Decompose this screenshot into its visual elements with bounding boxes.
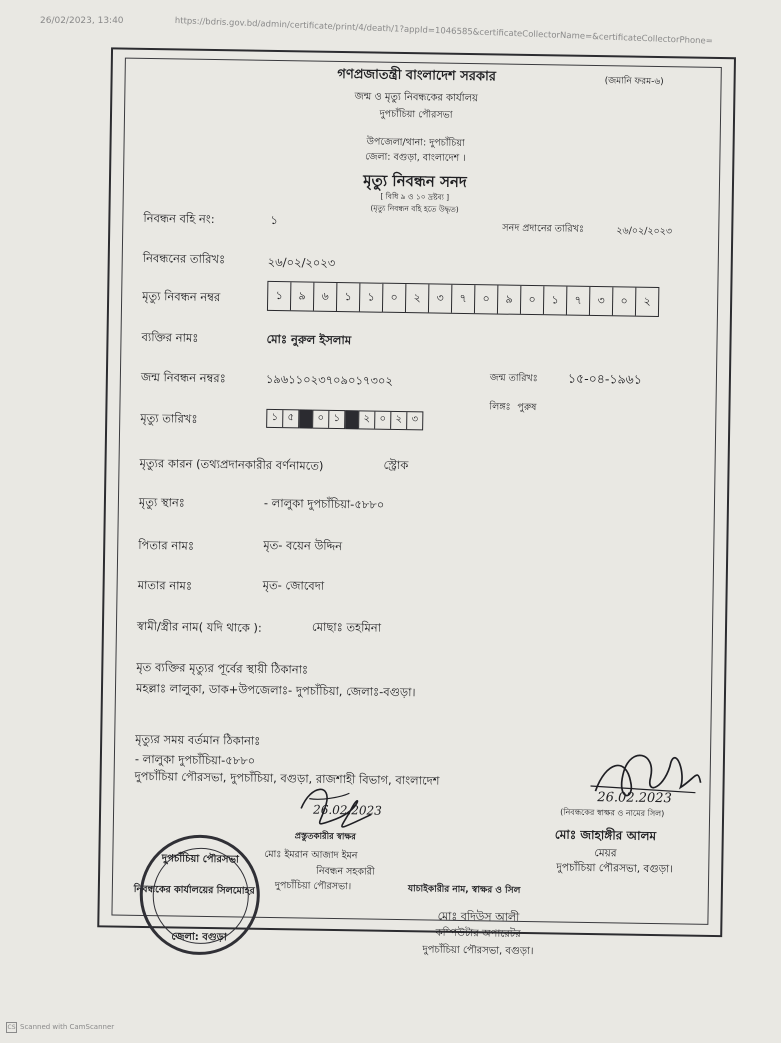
- permanent-address-label: মৃত ব্যক্তির মৃত্যুর পূর্বের স্থায়ী ঠিকানাঃ: [136, 659, 309, 677]
- death-month-boxes: [312, 410, 345, 430]
- reg-no-digit: ০: [475, 285, 498, 313]
- issue-date-value: ২৬/০২/২০২৩: [616, 225, 673, 238]
- person-name-label: ব্যক্তির নামঃ: [141, 329, 199, 345]
- cause-value: স্ট্রোক: [383, 457, 409, 473]
- verifier-title: নিবন্ধন সহকারী: [316, 865, 375, 878]
- reg-no-digit: ১: [360, 283, 383, 311]
- mother-value: মৃত- জোবেদা: [262, 577, 325, 593]
- reg-no-digit: ০: [521, 286, 544, 314]
- book-no-label: নিবন্ধন বহি নং:: [143, 210, 215, 227]
- reg-no-digit: ৭: [452, 285, 475, 313]
- death-year-digit: ২: [391, 412, 407, 429]
- camscanner-icon: CS: [7, 1024, 16, 1031]
- registrar-title: মেয়র: [594, 847, 617, 860]
- death-reg-no-boxes: [267, 281, 659, 317]
- death-month-digit: ০: [313, 411, 329, 428]
- office-seal-label: নিবন্ধকের কার্যালয়ের সিলমোহর: [133, 883, 255, 897]
- registration-date-label: নিবন্ধনের তারিখঃ: [142, 250, 226, 267]
- current-address-line-1: - লালুকা দুপচাঁচিয়া-৫৮৮০: [134, 751, 256, 768]
- reg-no-digit: ০: [613, 287, 636, 315]
- father-value: মৃত- বয়েন উদ্দিন: [263, 537, 343, 554]
- gender-value: পুরুষ: [517, 401, 537, 414]
- permanent-address-value: মহল্লাঃ লালুকা, ডাক+উপজেলাঃ- দুপচাঁচিয়া, জেলাঃ-বগুড়া।: [135, 680, 416, 700]
- person-name-value: মোঃ নুরুল ইসলাম: [266, 331, 352, 348]
- death-year-boxes: [358, 410, 423, 430]
- registrar-office: দুপচাঁচিয়া পৌরসভা, বগুড়া।: [556, 861, 674, 876]
- date-separator: [345, 410, 358, 429]
- reg-no-digit: ২: [643, 294, 651, 308]
- father-label: পিতার নামঃ: [138, 537, 195, 553]
- spouse-label: স্বামী/স্ত্রীর নাম( যদি থাকে ):: [136, 618, 262, 635]
- reg-no-digit: ৩: [590, 287, 613, 315]
- death-date-boxes: [266, 409, 423, 430]
- scanner-watermark: [6, 1022, 114, 1033]
- verifier-sign-date: 26.02.2023: [313, 802, 382, 818]
- preparer-sign-label: যাচাইকারীর নাম, স্বাক্ষর ও সিল: [407, 884, 521, 896]
- reg-no-digit: ১: [544, 286, 567, 314]
- registrar-name: মোঃ জাহাঙ্গীর আলম: [554, 827, 657, 844]
- district-line: জেলা: বগুড়া, বাংলাদেশ ।: [365, 151, 466, 164]
- registrar-sign-date: 26.02.2023: [597, 790, 672, 807]
- reg-no-digit: ৬: [314, 283, 337, 311]
- cause-label: মৃত্যুর কারন (তথ্যপ্রদানকারীর বর্ণনামতে): [139, 455, 324, 473]
- municipality-seal: [139, 834, 261, 956]
- death-year-digit: ২: [359, 411, 375, 428]
- rule-reference: [ বিধি ৯ ও ১০ দ্রষ্টব্য ]: [380, 191, 450, 202]
- print-timestamp: 26/02/2023, 13:40: [40, 16, 124, 26]
- place-label: মৃত্যু স্থানঃ: [138, 494, 185, 510]
- gender-label: লিঙ্গঃ: [489, 401, 511, 413]
- stamp-title: কম্পিউটার অপারেটর: [435, 927, 521, 940]
- current-address-line-2: দুপচাঁচিয়া পৌরসভা, দুপচাঁচিয়া, বগুড়া, রাজশাহী বিভাগ, বাংলাদেশ: [134, 768, 440, 788]
- seal-text-top: দুপচাঁচিয়া পৌরসভা: [161, 853, 239, 866]
- death-reg-no-label: মৃত্যু নিবন্ধন নম্বর: [142, 288, 221, 305]
- birth-reg-label: জন্ম নিবন্ধন নম্বরঃ: [140, 369, 226, 386]
- office-name: জন্ম ও মৃত্যু নিবন্ধকের কার্যালয়: [354, 91, 479, 105]
- reg-no-digit: ৭: [567, 287, 590, 315]
- reg-no-digit: ৩: [429, 284, 452, 312]
- death-year-digit: ০: [375, 412, 391, 429]
- verifier-name: মোঃ ইমরান আজাদ ইমন: [264, 848, 358, 862]
- dob-label: জন্ম তারিখঃ: [489, 372, 538, 385]
- upazila-line: উপজেলা/থানা: দুপচাঁচিয়া: [366, 136, 465, 149]
- death-day-digit: ৫: [287, 412, 295, 424]
- government-title: গণপ্রজাতন্ত্রী বাংলাদেশ সরকার: [337, 66, 497, 85]
- death-date-label: মৃত্যু তারিখঃ: [140, 410, 198, 426]
- reg-no-digit: ১: [337, 283, 360, 311]
- issue-date-label: সনদ প্রদানের তারিখঃ: [502, 222, 585, 235]
- spouse-value: মোছাঃ তহমিনা: [311, 619, 382, 635]
- death-year-digit: ৩: [411, 414, 419, 426]
- birth-reg-value: ১৯৬১১০২৩৭০৯০১৭৩০২: [265, 371, 394, 388]
- reg-no-digit: ৯: [291, 282, 314, 310]
- form-number: (জমানি ফরম-৬): [604, 76, 664, 88]
- verifier-sign-label: প্রস্তুতকারীর স্বাক্ষর: [294, 831, 356, 843]
- reg-no-digit: ১: [268, 282, 291, 310]
- registration-date-value: ২৬/০২/২০২৩: [267, 254, 336, 270]
- stamp-name: মোঃ বদিউস আলী: [437, 909, 520, 924]
- reg-no-digit: ০: [383, 284, 406, 312]
- municipality-name: দুপচাঁচিয়া পৌরসভা: [379, 108, 453, 121]
- rule-note: (মৃত্যু নিবন্ধন বহি হতে উদ্ধৃত): [370, 203, 459, 214]
- print-url: https://bdris.gov.bd/admin/certificate/print/4/death/1?appId=1046585&certificateCollectorName=&certificateCollectorPhone=: [174, 16, 714, 47]
- stamp-office: দুপচাঁচিয়া পৌরসভা, বগুড়া।: [422, 944, 534, 958]
- place-value: - লালুকা দুপচাঁচিয়া-৫৮৮০: [263, 495, 385, 512]
- reg-no-digit: ৯: [498, 286, 521, 314]
- death-day-digit: ১: [267, 410, 283, 427]
- registrar-sign-label: (নিবন্ধকের স্বাক্ষর ও নামের সিল): [560, 807, 665, 819]
- date-separator: [299, 409, 312, 428]
- dob-value: ১৫-০৪-১৯৬১: [567, 370, 642, 387]
- watermark-text: Scanned with CamScanner: [20, 1023, 115, 1031]
- certificate-title: মৃত্যু নিবন্ধন সনদ: [363, 171, 467, 192]
- reg-no-digit: ২: [406, 284, 429, 312]
- death-month-digit: ১: [333, 412, 341, 425]
- verifier-office: দুপচাঁচিয়া পৌরসভা।: [274, 880, 352, 893]
- current-address-label: মৃত্যুর সময় বর্তমান ঠিকানাঃ: [135, 731, 261, 748]
- seal-text-bottom: জেলা: বগুড়া: [171, 931, 227, 944]
- death-day-boxes: [266, 409, 299, 429]
- mother-label: মাতার নামঃ: [137, 577, 193, 593]
- book-no-value: ১: [270, 212, 278, 228]
